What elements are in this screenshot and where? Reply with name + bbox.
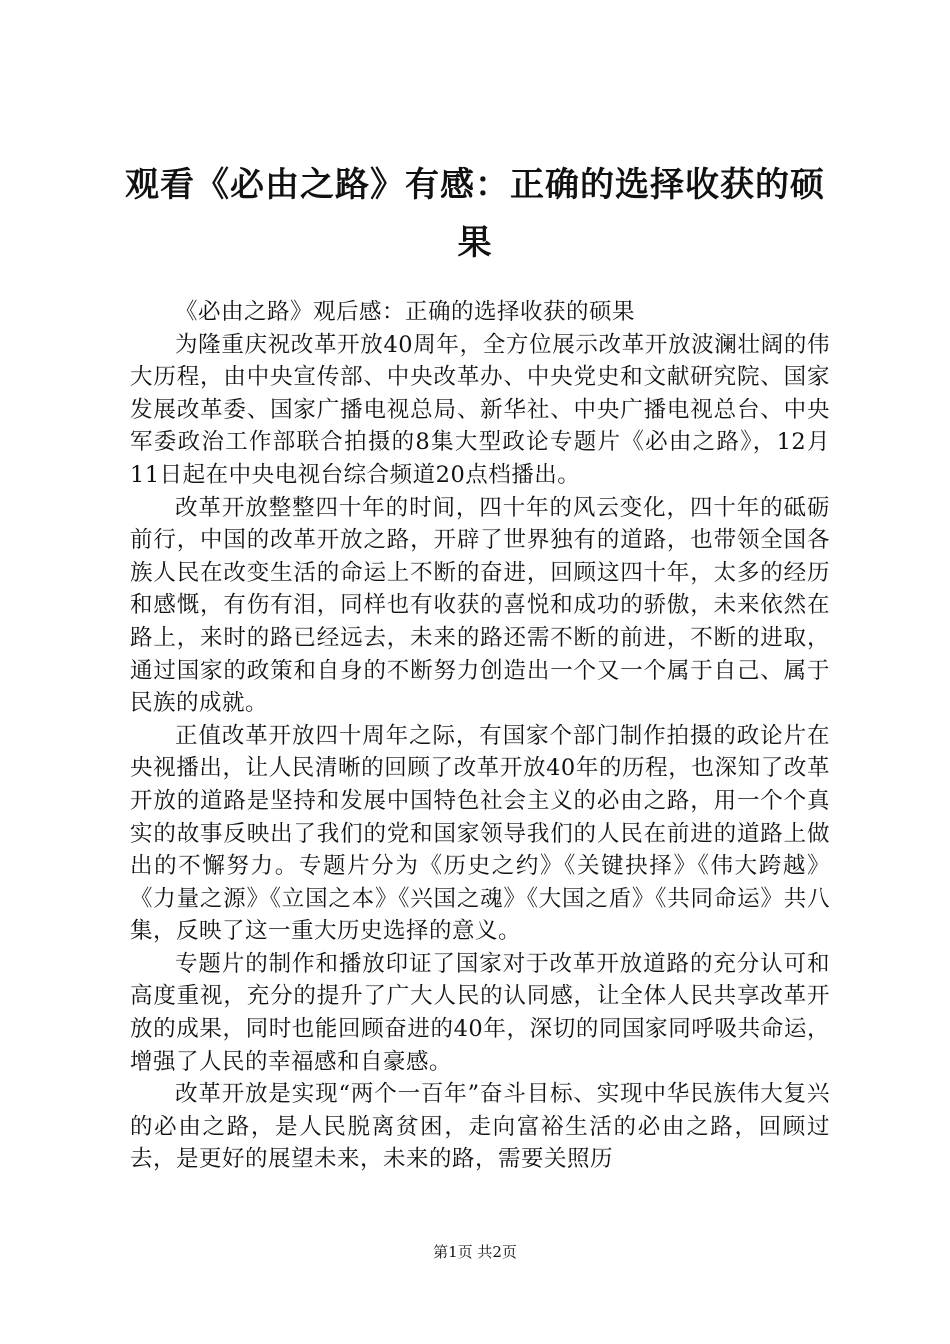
page-number-footer: 第1页 共2页 xyxy=(433,1243,517,1261)
paragraph-subtitle: 《必由之路》观后感：正确的选择收获的硕果 xyxy=(175,299,636,325)
paragraph: 为隆重庆祝改革开放40周年，全方位展示改革开放波澜壮阔的伟大历程，由中央宣传部、中央改革办、中央党史和文献研究院、国家发展改革委、国家广播电视总局、新华社、中央广播电视总台、中央军委政治工作部联合拍摄的8集大型政论专题片《必由之路》，12月11日起在中央电视台综合频道20点档播出。 xyxy=(130,331,830,488)
paragraph: 正值改革开放四十周年之际，有国家个部门制作拍摄的政论片在央视播出，让人民清晰的回顾了改革开放40年的历程，也深知了改革开放的道路是坚持和发展中国特色社会主义的必由之路，用一个个真实的故事反映出了我们的党和国家领导我们的人民在前进的道路上做出的不懈努力。专题片分为《历史之约》《关键抉择》《伟大跨越》《力量之源》《立国之本》《兴国之魂》《大国之盾》《共同命运》共八集，反映了这一重大历史选择的意义。 xyxy=(130,722,830,945)
document-title: 观看《必由之路》有感：正确的选择收获的硕果 xyxy=(125,165,825,263)
paragraph: 改革开放是实现“两个一百年”奋斗目标、实现中华民族伟大复兴的必由之路，是人民脱离贫困，走向富裕生活的必由之路，回顾过去，是更好的展望未来，未来的路，需要关照历 xyxy=(130,1081,830,1173)
paragraph: 专题片的制作和播放印证了国家对于改革开放道路的充分认可和高度重视，充分的提升了广大人民的认同感，让全体人民共享改革开放的成果，同时也能回顾奋进的40年，深切的同国家同呼吸共命运，增强了人民的幸福感和自豪感。 xyxy=(130,950,830,1075)
document-body xyxy=(130,296,830,1176)
paragraph: 改革开放整整四十年的时间，四十年的风云变化，四十年的砥砺前行，中国的改革开放之路，开辟了世界独有的道路，也带领全国各族人民在改变生活的命运上不断的奋进，回顾这四十年，太多的经历和感慨，有伤有泪，同样也有收获的喜悦和成功的骄傲，未来依然在路上，来时的路已经远去，未来的路还需不断的前进，不断的进取，通过国家的政策和自身的不断努力创造出一个又一个属于自己、属于民族的成就。 xyxy=(130,494,830,717)
